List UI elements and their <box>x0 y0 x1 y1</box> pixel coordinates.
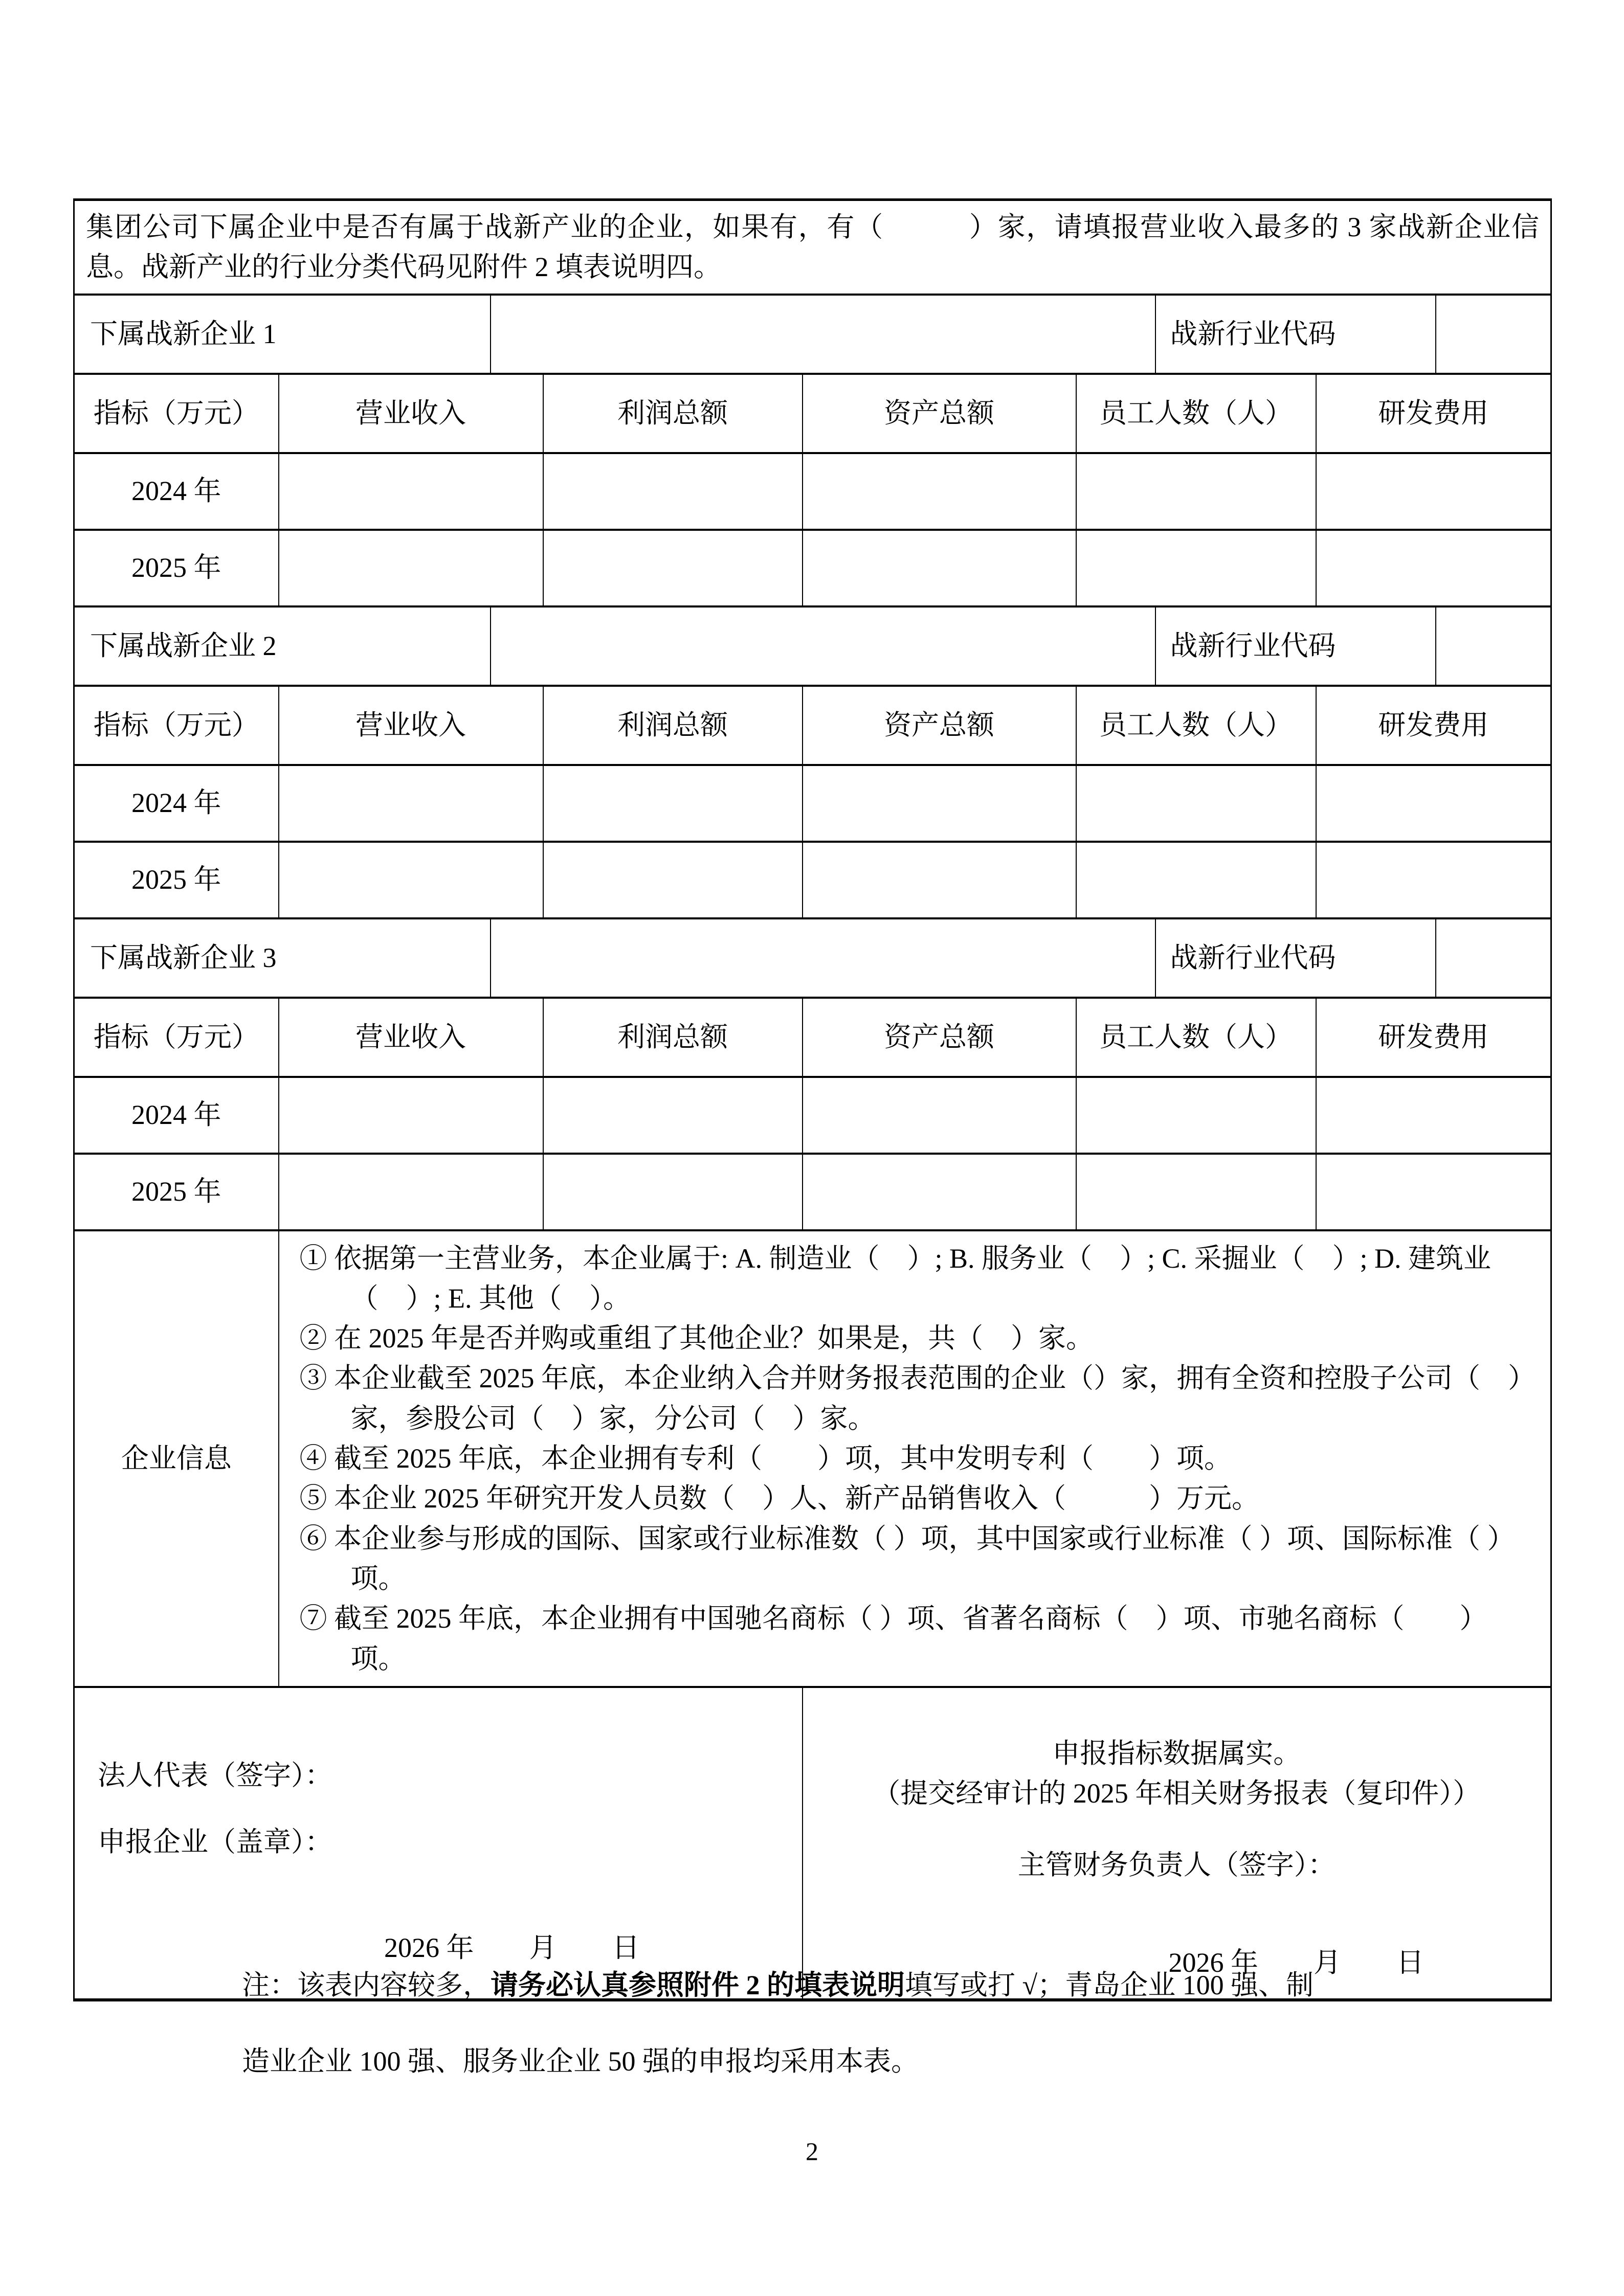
company-info-item: ⑥ 本企业参与形成的国际、国家或行业标准数（ ）项，其中国家或行业标准（ ）项、国际标准（ ）项。 <box>299 1523 1515 1594</box>
fill-cell[interactable] <box>279 765 543 842</box>
header-rd-expense-3: 研发费用 <box>1316 998 1551 1077</box>
fill-cell[interactable] <box>543 1154 803 1230</box>
left-date: 2026 年 月 日 <box>384 1932 640 1963</box>
fill-cell[interactable] <box>1316 530 1551 606</box>
year-2025-label-2: 2025 年 <box>74 842 279 918</box>
fill-cell[interactable] <box>543 453 803 530</box>
fill-cell[interactable] <box>803 1077 1076 1154</box>
year-2025-label-3: 2025 年 <box>74 1154 279 1230</box>
fill-cell[interactable] <box>543 842 803 918</box>
fill-cell[interactable] <box>1316 765 1551 842</box>
header-revenue-2: 营业收入 <box>279 686 543 765</box>
header-profit-3: 利润总额 <box>543 998 803 1077</box>
fill-cell[interactable] <box>803 842 1076 918</box>
industry-code-input-cell-1[interactable] <box>1436 295 1551 374</box>
header-employees-3: 员工人数（人） <box>1076 998 1316 1077</box>
footnote-bold: 请务必认真参照附件 2 的填表说明 <box>491 1970 905 2000</box>
fill-cell[interactable] <box>1316 842 1551 918</box>
company-info-item: ① 依据第一主营业务，本企业属于: A. 制造业（ ）; B. 服务业（ ）; C. 采掘业（ ）; D. 建筑业（ ）; E. 其他（ ）。 <box>299 1243 1492 1314</box>
header-assets-2: 资产总额 <box>803 686 1076 765</box>
year-2025-label-1: 2025 年 <box>74 530 279 606</box>
company-info-item: ② 在 2025 年是否并购或重组了其他企业？如果是，共（ ）家。 <box>299 1323 1094 1354</box>
header-profit-1: 利润总额 <box>543 374 803 453</box>
legal-rep-signature-label: 法人代表（签字）： <box>98 1760 332 1791</box>
header-employees-1: 员工人数（人） <box>1076 374 1316 453</box>
company-info-content <box>279 1230 1551 1687</box>
header-assets-3: 资产总额 <box>803 998 1076 1077</box>
enterprise-3-label: 下属战新企业 3 <box>74 918 491 998</box>
fill-cell[interactable] <box>279 1077 543 1154</box>
fill-cell[interactable] <box>803 1154 1076 1230</box>
statement-line1: 申报指标数据属实。 <box>1052 1738 1301 1769</box>
fill-cell[interactable] <box>279 842 543 918</box>
statement-line2: （提交经审计的 2025 年相关财务报表（复印件）） <box>873 1778 1481 1809</box>
industry-code-label-3: 战新行业代码 <box>1155 918 1436 998</box>
fill-cell[interactable] <box>1316 1077 1551 1154</box>
fill-cell[interactable] <box>279 453 543 530</box>
enterprise-1-name-input-cell[interactable] <box>491 295 1155 374</box>
header-indicator-1: 指标（万元） <box>74 374 279 453</box>
company-info-label: 企业信息 <box>74 1230 279 1687</box>
fill-cell[interactable] <box>279 530 543 606</box>
header-assets-1: 资产总额 <box>803 374 1076 453</box>
header-employees-2: 员工人数（人） <box>1076 686 1316 765</box>
fill-cell[interactable] <box>803 453 1076 530</box>
fill-cell[interactable] <box>543 765 803 842</box>
enterprise-3-name-input-cell[interactable] <box>491 918 1155 998</box>
company-info-item: ⑦ 截至 2025 年底，本企业拥有中国驰名商标（ ）项、省著名商标（ ）项、市驰名商标（ ）项。 <box>299 1603 1487 1674</box>
fill-cell[interactable] <box>543 530 803 606</box>
year-2024-label-3: 2024 年 <box>74 1077 279 1154</box>
fill-cell[interactable] <box>803 765 1076 842</box>
enterprise-2-name-input-cell[interactable] <box>491 606 1155 686</box>
fill-cell[interactable] <box>1076 1154 1316 1230</box>
company-info-item: ③ 本企业截至 2025 年底，本企业纳入合并财务报表范围的企业（）家，拥有全资和控股子公司（ ）家，参股公司（ ）家，分公司（ ）家。 <box>299 1363 1536 1434</box>
header-revenue-3: 营业收入 <box>279 998 543 1077</box>
industry-code-label-2: 战新行业代码 <box>1155 606 1436 686</box>
header-rd-expense-2: 研发费用 <box>1316 686 1551 765</box>
signature-right-cell <box>803 1687 1551 2000</box>
enterprise-2-label: 下属战新企业 2 <box>74 606 491 686</box>
fill-cell[interactable] <box>1076 530 1316 606</box>
fill-cell[interactable] <box>543 1077 803 1154</box>
fill-cell[interactable] <box>1076 453 1316 530</box>
header-rd-expense-1: 研发费用 <box>1316 374 1551 453</box>
fill-cell[interactable] <box>1076 842 1316 918</box>
footnote-line-1: 注：该表内容较多，请务必认真参照附件 2 的填表说明填写或打 √；青岛企业 100 强、制 <box>242 1970 1314 2000</box>
company-seal-label: 申报企业（盖章）： <box>98 1827 332 1858</box>
header-profit-2: 利润总额 <box>543 686 803 765</box>
header-revenue-1: 营业收入 <box>279 374 543 453</box>
intro-instructions: 集团公司下属企业中是否有属于战新产业的企业，如果有，有（ ）家，请填报营业收入最多的 3 家战新企业信息。战新产业的行业分类代码见附件 2 填表说明四。 <box>74 200 1551 295</box>
fill-cell[interactable] <box>279 1154 543 1230</box>
year-2024-label-2: 2024 年 <box>74 765 279 842</box>
footnote <box>242 1971 1413 2075</box>
fill-cell[interactable] <box>803 530 1076 606</box>
industry-code-label-1: 战新行业代码 <box>1155 295 1436 374</box>
header-indicator-3: 指标（万元） <box>74 998 279 1077</box>
signature-left-cell <box>74 1687 803 2000</box>
fill-cell[interactable] <box>1076 765 1316 842</box>
page-number: 2 <box>806 2137 818 2166</box>
fill-cell[interactable] <box>1076 1077 1316 1154</box>
industry-code-input-cell-2[interactable] <box>1436 606 1551 686</box>
enterprise-1-label: 下属战新企业 1 <box>74 295 491 374</box>
company-info-item: ④ 截至 2025 年底，本企业拥有专利（ ）项，其中发明专利（ ）项。 <box>299 1443 1232 1474</box>
header-indicator-2: 指标（万元） <box>74 686 279 765</box>
right-date: 2026 年 月 日 <box>1168 1947 1424 1978</box>
company-info-item: ⑤ 本企业 2025 年研究开发人员数（ ）人、新产品销售收入（ ）万元。 <box>299 1483 1259 1514</box>
fill-cell[interactable] <box>1316 1154 1551 1230</box>
fill-cell[interactable] <box>1316 453 1551 530</box>
industry-code-input-cell-3[interactable] <box>1436 918 1551 998</box>
year-2024-label-1: 2024 年 <box>74 453 279 530</box>
footnote-line-2: 造业企业 100 强、服务业企业 50 强的申报均采用本表。 <box>242 2046 919 2077</box>
cfo-signature-label: 主管财务负责人（签字）： <box>1017 1850 1336 1881</box>
declaration-form-table <box>73 198 1552 2001</box>
